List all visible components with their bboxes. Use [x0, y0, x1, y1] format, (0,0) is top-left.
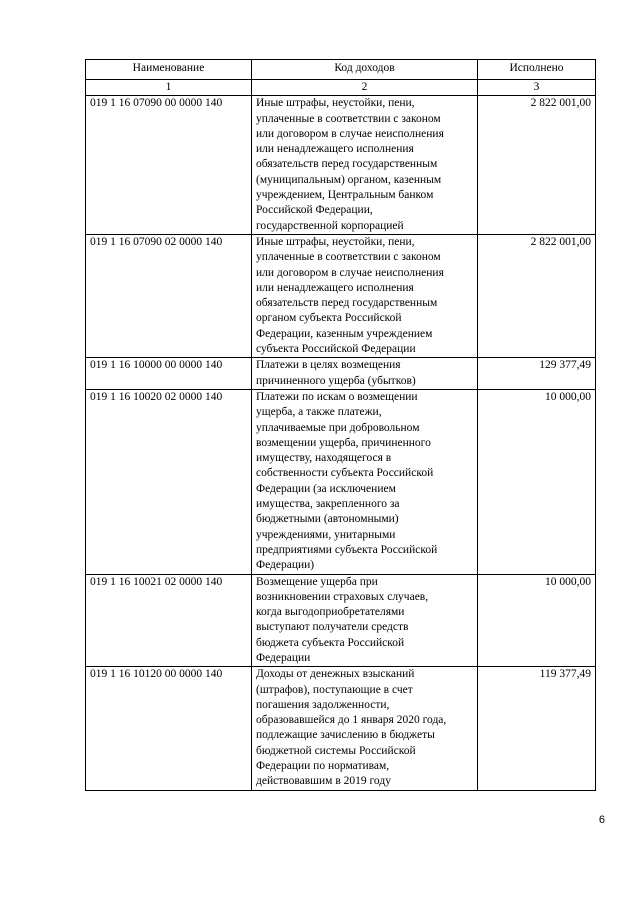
executed-amount: 129 377,49 [478, 358, 596, 390]
description-line: органом субъекта Российской [256, 312, 402, 325]
column-number-row [86, 80, 596, 96]
description-line: государственной корпорацией [256, 219, 404, 232]
description-line: имущества, закрепленного за [256, 498, 400, 511]
description-line: возмещении ущерба, причиненного [256, 436, 431, 449]
table-row [86, 96, 596, 235]
description-line: подлежащие зачислению в бюджеты [256, 729, 435, 742]
description-line: причиненного ущерба (убытков) [256, 374, 416, 387]
description-line: имуществу, находящегося в [256, 452, 392, 465]
income-code: 019 1 16 10120 00 0000 140 [86, 667, 252, 790]
description-line: бюджетной системы Российской [256, 744, 416, 757]
header-name: Наименование [86, 60, 252, 80]
description-line: бюджетными (автономными) [256, 513, 399, 526]
table-row [86, 667, 596, 790]
executed-amount: 10 000,00 [478, 389, 596, 574]
income-description [252, 389, 478, 574]
income-code: 019 1 16 07090 02 0000 140 [86, 234, 252, 357]
description-line: или ненадлежащего исполнения [256, 281, 414, 294]
description-line: или договором в случае неисполнения [256, 127, 444, 140]
income-code: 019 1 16 10021 02 0000 140 [86, 574, 252, 667]
description-line: выступают получатели средств [256, 621, 409, 634]
table-header-row [86, 60, 596, 80]
description-line: уплаченные в соответствии с законом [256, 112, 441, 125]
description-line: Федерации (за исключением [256, 482, 396, 495]
description-line: собственности субъекта Российской [256, 467, 434, 480]
table-row [86, 358, 596, 390]
income-description [252, 96, 478, 235]
table-row [86, 234, 596, 357]
description-line: Возмещение ущерба при [256, 575, 378, 588]
description-line: или ненадлежащего исполнения [256, 143, 414, 156]
description-line: Федерации по нормативам, [256, 760, 390, 773]
income-code: 019 1 16 07090 00 0000 140 [86, 96, 252, 235]
description-line: когда выгодоприобретателями [256, 606, 405, 619]
description-line: Российской Федерации, [256, 204, 373, 217]
description-line: Платежи в целях возмещения [256, 359, 401, 372]
page-number: 6 [598, 814, 605, 826]
table-row [86, 574, 596, 667]
header-executed: Исполнено [478, 60, 596, 80]
description-line: Федерации, казенным учреждением [256, 327, 433, 340]
description-line: (штрафов), поступающие в счет [256, 683, 413, 696]
description-line: или договором в случае неисполнения [256, 266, 444, 279]
description-line: бюджета субъекта Российской [256, 636, 405, 649]
income-description [252, 574, 478, 667]
description-line: Платежи по искам о возмещении [256, 390, 418, 403]
description-line: предприятиями субъекта Российской [256, 543, 438, 556]
column-number-1: 1 [86, 80, 252, 96]
description-line: субъекта Российской Федерации [256, 343, 416, 356]
description-line: уплачиваемые при добровольном [256, 421, 420, 434]
executed-amount: 10 000,00 [478, 574, 596, 667]
description-line: обязательств перед государственным [256, 297, 438, 310]
description-line: учреждением, Центральным банком [256, 189, 434, 202]
executed-amount: 2 822 001,00 [478, 234, 596, 357]
description-line: образовавшейся до 1 января 2020 года, [256, 714, 447, 727]
description-line: учреждениями, унитарными [256, 528, 396, 541]
table-row [86, 389, 596, 574]
executed-amount: 2 822 001,00 [478, 96, 596, 235]
income-code: 019 1 16 10000 00 0000 140 [86, 358, 252, 390]
income-table [85, 59, 596, 791]
header-income-code: Код доходов [252, 60, 478, 80]
column-number-2: 2 [252, 80, 478, 96]
description-line: (муниципальным) органом, казенным [256, 173, 442, 186]
description-line: ущерба, а также платежи, [256, 406, 382, 419]
description-line: уплаченные в соответствии с законом [256, 251, 441, 264]
description-line: действовавшим в 2019 году [256, 775, 391, 788]
executed-amount: 119 377,49 [478, 667, 596, 790]
description-line: погашения задолженности, [256, 698, 390, 711]
column-number-3: 3 [478, 80, 596, 96]
income-code: 019 1 16 10020 02 0000 140 [86, 389, 252, 574]
income-description [252, 358, 478, 390]
description-line: Федерации [256, 651, 311, 664]
description-line: Доходы от денежных взысканий [256, 668, 415, 681]
description-line: возникновении страховых случаев, [256, 590, 429, 603]
description-line: Иные штрафы, неустойки, пени, [256, 97, 415, 110]
income-description [252, 234, 478, 357]
income-description [252, 667, 478, 790]
description-line: обязательств перед государственным [256, 158, 438, 171]
description-line: Иные штрафы, неустойки, пени, [256, 235, 415, 248]
description-line: Федерации) [256, 559, 315, 572]
